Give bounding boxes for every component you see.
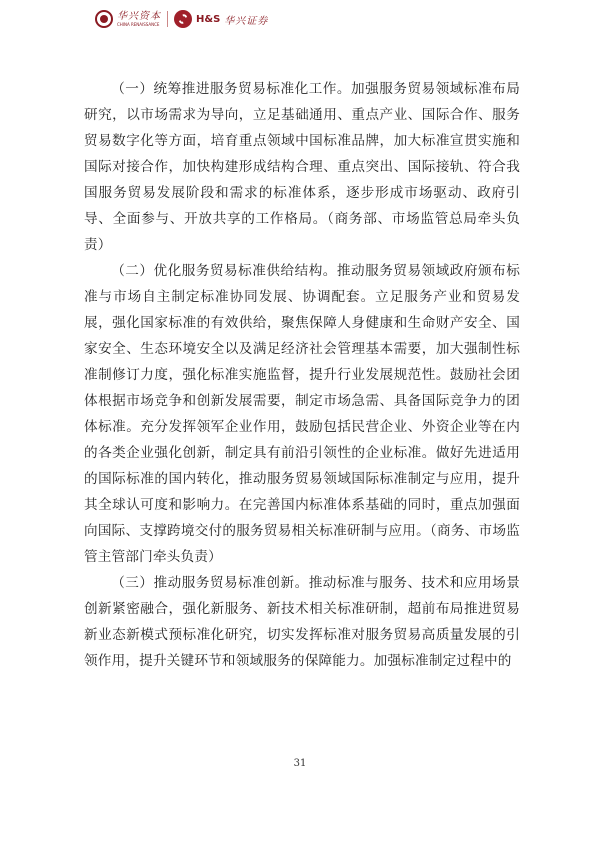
document-body xyxy=(84,76,520,674)
hs-logo-text: H&S xyxy=(196,13,221,25)
paragraph-2: （二）优化服务贸易标准供给结构。推动服务贸易领域政府颁布标准与市场自主制定标准协同发展、协调配套。立足服务产业和贸易发展，强化国家标准的有效供给，聚焦保障人身健康和生命财产安全、国家安全、生态环境安全以及满足经济社会管理基本需要，加大强制性标准制修订力度，强化标准实施监督，提升行业发展规范性。鼓励社会团体根据市场竞争和创新发展需要，制定市场急需、具备国际竞争力的团体标准。充分发挥领军企业作用，鼓励包括民营企业、外资企业等在内的各类企业强化创新，制定具有前沿引领性的企业标准。做好先进适用的国际标准的国内转化，推动服务贸易领域国际标准制定与应用，提升其全球认可度和影响力。在完善国内标准体系基础的同时，重点加强面向国际、支撑跨境交付的服务贸易相关标准研制与应用。（商务、市场监管主管部门牵头负责） xyxy=(84,263,520,565)
china-renaissance-logo-icon xyxy=(95,10,113,28)
hs-logo-name: 华兴证券 xyxy=(224,15,269,27)
page-header xyxy=(95,6,268,32)
paragraph-1: （一）统筹推进服务贸易标准化工作。加强服务贸易领域标准布局研究，以市场需求为导向，立足基础通用、重点产业、国际合作、服务贸易数字化等方面，培育重点领域中国标准品牌，加大标准宣贯实施和国际对接合作，加快构建形成结构合理、重点突出、国际接轨、符合我国服务贸易发展阶段和需求的标准体系，逐步形成市场驱动、政府引导、全面参与、开放共享的工作格局。（商务部、市场监管总局牵头负责） xyxy=(84,81,520,253)
logo-china-renaissance xyxy=(95,8,161,30)
logo-subtext: CHINA RENAISSANCE xyxy=(117,21,160,27)
paragraph-3: （三）推动服务贸易标准创新。推动标准与服务、技术和应用场景创新紧密融合，强化新服务、新技术相关标准研制，超前布局推进贸易新业态新模式预标准化研究，切实发挥标准对服务贸易高质量发展的引领作用，提升关键环节和领域服务的保障能力。加强标准制定过程中的 xyxy=(84,575,520,669)
hs-logo-icon xyxy=(174,10,192,28)
logo-text: 华兴资本 xyxy=(117,10,161,22)
logo-hs xyxy=(174,8,268,30)
logo-divider xyxy=(167,11,168,27)
page-number: 31 xyxy=(293,758,307,769)
